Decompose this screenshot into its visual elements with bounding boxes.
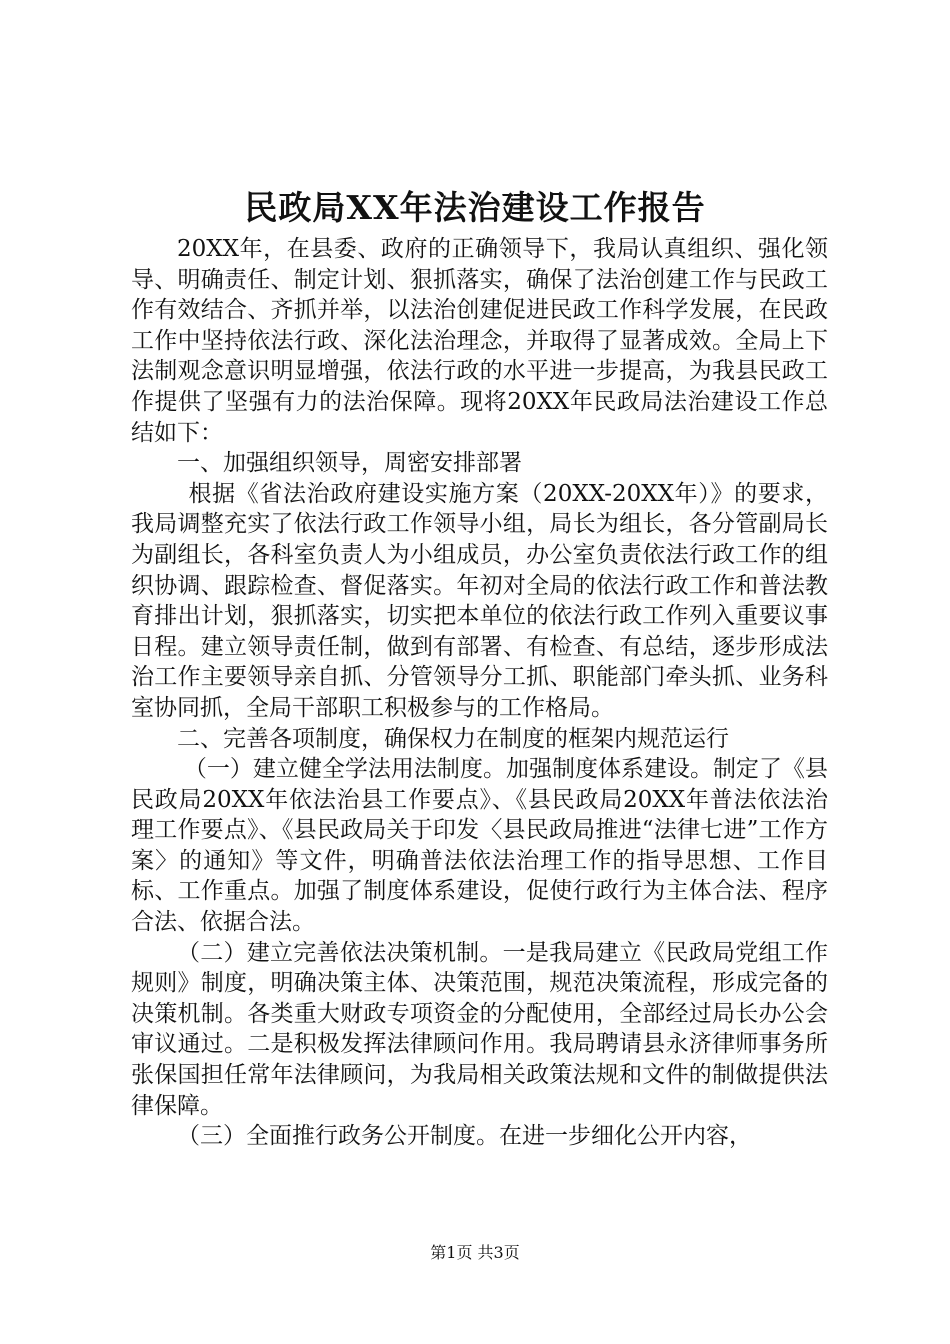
document-body	[131, 234, 828, 1152]
subsection-1-paragraph: （一）建立健全学法用法制度。加强制度体系建设。制定了《县民政局20XX年依法治县工作要点》、《县民政局20XX年普法依法治理工作要点》、《县民政局关于印发〈县民政局推进“法律七进”工作方案〉的通知》等文件，明确普法依法治理工作的指导思想、工作目标、工作重点。加强了制度体系建设，促使行政行为主体合法、程序合法、依据合法。	[131, 756, 828, 936]
subsection-3-paragraph: （三）全面推行政务公开制度。在进一步细化公开内容，	[177, 1123, 752, 1150]
intro-paragraph: 20XX年，在县委、政府的正确领导下，我局认真组织、强化领导、明确责任、制定计划、狠抓落实，确保了法治创建工作与民政工作有效结合、齐抓并举，以法治创建促进民政工作科学发展，在民政工作中坚持依法行政、深化法治理念，并取得了显著成效。全局上下法制观念意识明显增强，依法行政的水平进一步提高，为我县民政工作提供了坚强有力的法治保障。现将20XX年民政局法治建设工作总结如下：	[131, 236, 828, 446]
page-title: 民政局XX年法治建设工作报告	[244, 188, 706, 227]
section-heading-2: 二、完善各项制度，确保权力在制度的框架内规范运行	[177, 725, 729, 752]
page-number-footer: 第1页 共3页	[430, 1243, 520, 1262]
section-1-paragraph: 根据《省法治政府建设实施方案（20XX-20XX年）》的要求，我局调整充实了依法行政工作领导小组，局长为组长，各分管副局长为副组长，各科室负责人为小组成员，办公室负责依法行政工作的组织协调、跟踪检查、督促落实。年初对全局的依法行政工作和普法教育排出计划，狠抓落实，切实把本单位的依法行政工作列入重要议事日程。建立领导责任制，做到有部署、有检查、有总结，逐步形成法治工作主要领导亲自抓、分管领导分工抓、职能部门牵头抓、业务科室协同抓，全局干部职工积极参与的工作格局。	[131, 480, 828, 721]
section-heading-1: 一、加强组织领导，周密安排部署	[177, 450, 522, 477]
subsection-2-paragraph: （二）建立完善依法决策机制。一是我局建立《民政局党组工作规则》制度，明确决策主体、决策范围，规范决策流程，形成完备的决策机制。各类重大财政专项资金的分配使用，全部经过局长办公会审议通过。二是积极发挥法律顾问作用。我局聘请县永济律师事务所张保国担任常年法律顾问，为我局相关政策法规和文件的制做提供法律保障。	[131, 939, 828, 1119]
